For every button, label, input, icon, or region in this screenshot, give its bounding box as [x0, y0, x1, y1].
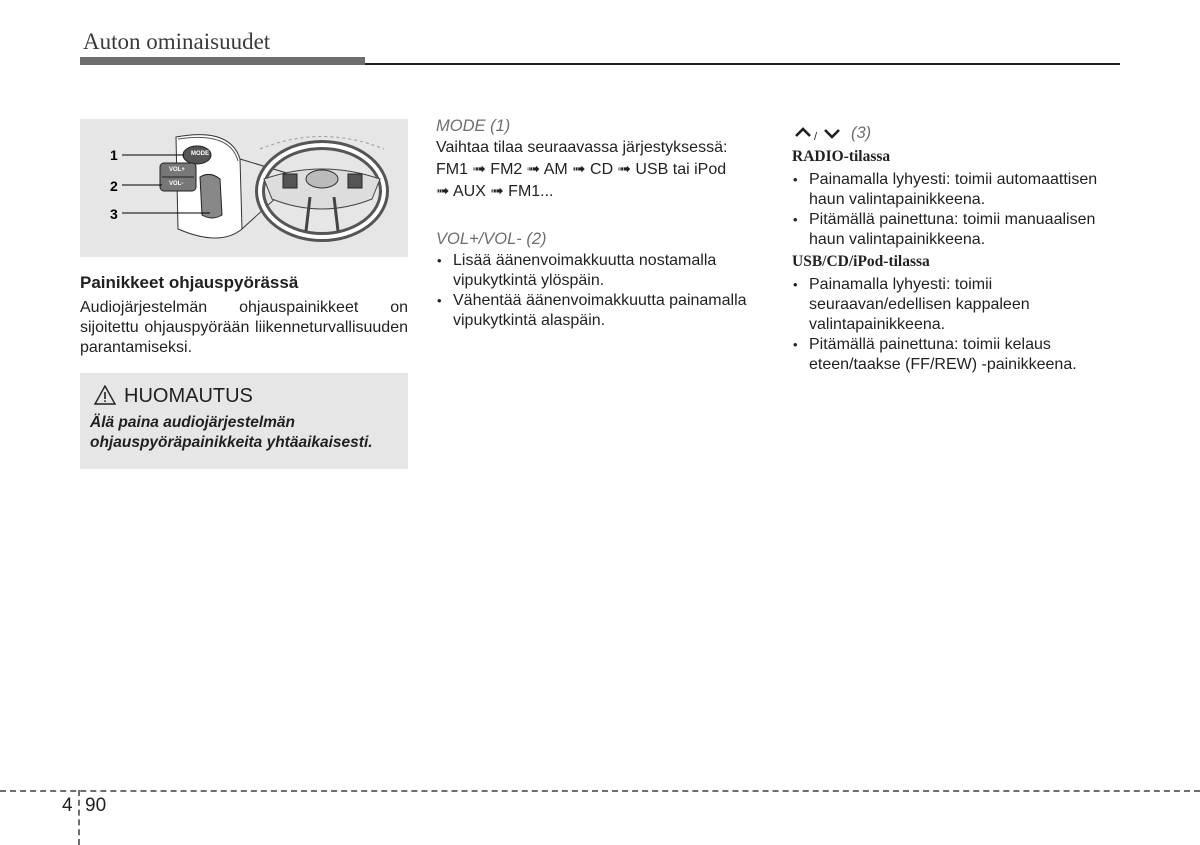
seek-heading: (3)	[851, 124, 872, 142]
footer-rule	[0, 790, 1200, 792]
list-item: • Vähentää äänenvoimakkuutta painamalla vipukytkintä alaspäin.	[436, 291, 766, 331]
header-rule-thin	[365, 63, 1120, 65]
warning-text: Älä paina audiojärjestelmän ohjauspyöräpainikkeita yhtäaikaisesti.	[90, 414, 373, 451]
list-item: • Pitämällä painettuna: toimii manuaalisen haun valintapainikkeena.	[792, 210, 1122, 250]
list-item: • Pitämällä painettuna: toimii kelaus eteen/taakse (FF/REW) -painikkeena.	[792, 335, 1122, 375]
vol-up-button-label: VOL+	[169, 167, 185, 173]
seek-up-down-icon	[794, 125, 844, 141]
callout-3: 3	[110, 206, 118, 222]
page-number: 90	[85, 795, 107, 816]
list-item: • Painamalla lyhyesti: toimii automaattisen haun valintapainikkeena.	[792, 170, 1122, 210]
callout-1: 1	[110, 147, 118, 163]
mode-sequence-line1: FM1 ➟ FM2 ➟ AM ➟ CD ➟ USB tai iPod	[436, 161, 727, 178]
svg-text:/: /	[814, 131, 818, 141]
mode-heading: MODE (1)	[436, 117, 511, 135]
media-mode-heading: USB/CD/iPod-tilassa	[792, 253, 930, 270]
callout-2: 2	[110, 178, 118, 194]
warning-box	[80, 373, 408, 469]
radio-mode-heading: RADIO-tilassa	[792, 148, 891, 165]
volume-section	[436, 230, 766, 331]
volume-heading: VOL+/VOL- (2)	[436, 230, 547, 248]
header-rule-thick	[80, 57, 365, 65]
chapter-number: 4	[62, 795, 73, 816]
section-heading: Painikkeet ohjauspyörässä	[80, 273, 299, 292]
intro-paragraph: Audiojärjestelmän ohjauspainikkeet on sijoitettu ohjauspyörään liikenneturvallisuuden parantamiseksi.	[80, 299, 408, 356]
warning-triangle-icon	[94, 385, 116, 405]
mode-sequence-line2: ➟ AUX ➟ FM1...	[436, 183, 554, 200]
vol-down-button-label: VOL-	[169, 181, 184, 187]
radio-mode-list	[792, 170, 1122, 250]
list-item: • Painamalla lyhyesti: toimii seuraavan/edellisen kappaleen valintapainikkeena.	[792, 275, 1122, 335]
mode-intro: Vaihtaa tilaa seuraavassa järjestyksessä:	[436, 139, 728, 156]
warning-title: HUOMAUTUS	[124, 385, 253, 407]
steering-wheel-illustration	[80, 119, 408, 257]
mode-button-label: MODE	[191, 151, 209, 157]
list-item: • Lisää äänenvoimakkuutta nostamalla vipukytkintä ylöspäin.	[436, 251, 766, 291]
steering-wheel-drawing	[80, 119, 408, 257]
seek-section	[792, 123, 1122, 375]
mode-section	[436, 117, 766, 202]
volume-list	[436, 251, 766, 331]
media-mode-list	[792, 275, 1122, 375]
running-header: Auton ominaisuudet	[83, 29, 271, 54]
footer-divider	[78, 790, 80, 845]
